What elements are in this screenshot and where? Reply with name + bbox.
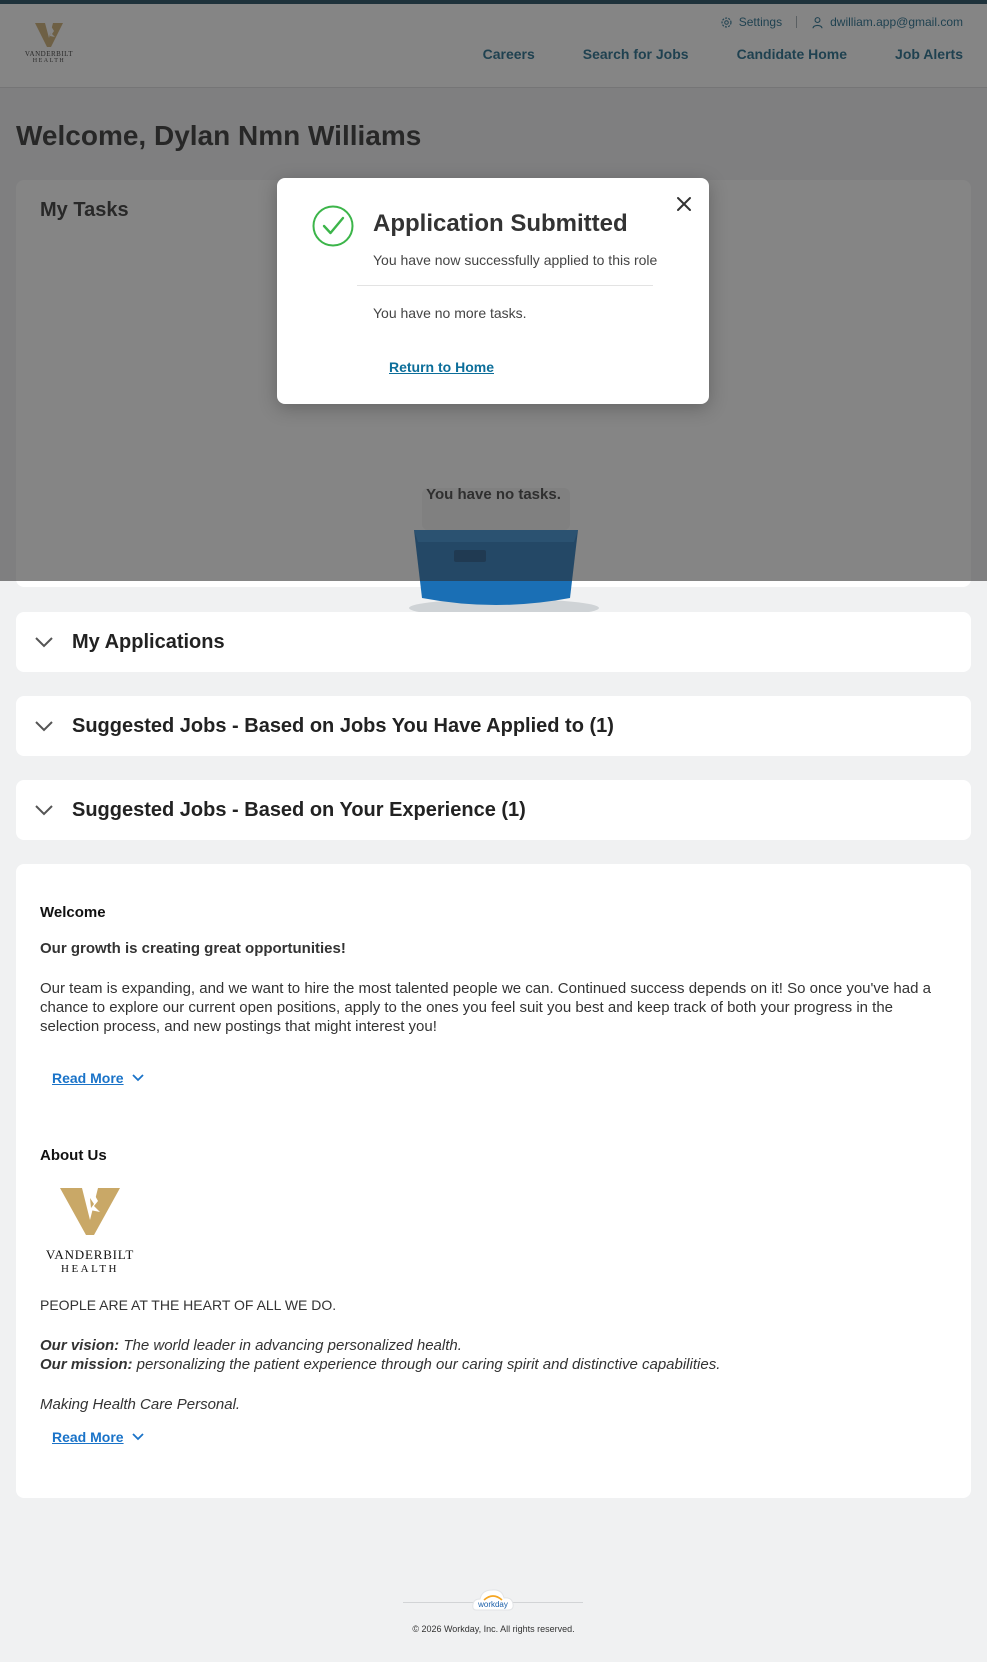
chevron-down-icon <box>34 804 54 816</box>
vision-line <box>40 1336 950 1355</box>
chevron-down-icon <box>132 1433 144 1441</box>
chevron-down-icon <box>34 636 54 648</box>
welcome-heading: Welcome <box>40 904 106 921</box>
mission-text: personalizing the patient experience through our caring spirit and distinctive capabilities. <box>132 1356 721 1373</box>
chevron-down-icon <box>34 720 54 732</box>
read-more-label: Read More <box>52 1429 124 1445</box>
vision-text: The world leader in advancing personalized health. <box>119 1337 462 1354</box>
read-more-label: Read More <box>52 1070 124 1086</box>
motto-text: Making Health Care Personal. <box>40 1396 241 1413</box>
accordion-suggested-jobs-applied[interactable] <box>16 696 971 756</box>
application-submitted-dialog <box>277 178 709 404</box>
about-heading: About Us <box>40 1147 107 1164</box>
workday-logo-text: workday <box>478 1600 508 1609</box>
vanderbilt-v-icon <box>60 1186 120 1236</box>
return-to-home-link[interactable]: Return to Home <box>389 359 494 375</box>
workday-logo[interactable] <box>470 1584 516 1614</box>
dialog-subtitle: You have now successfully applied to this role <box>373 252 658 268</box>
dialog-title: Application Submitted <box>373 210 628 237</box>
welcome-body: Our team is expanding, and we want to hire the most talented people we can. Continued success depends on it! So once you've had a chance to explore our current open positions, apply to the ones you feel suit you best and keep track of both your progress in the selection process, and new postings that might interest you! <box>40 980 931 1035</box>
accordion-suggested-jobs-experience[interactable] <box>16 780 971 840</box>
read-more-welcome-link[interactable] <box>52 1070 144 1086</box>
read-more-about-link[interactable] <box>52 1429 144 1445</box>
copyright-text: © 2026 Workday, Inc. All rights reserved. <box>412 1624 575 1634</box>
dialog-divider <box>357 285 653 286</box>
welcome-about-card <box>16 864 971 1498</box>
vision-label: Our vision: <box>40 1337 120 1354</box>
close-icon[interactable] <box>674 194 694 214</box>
mission-label: Our mission: <box>40 1356 133 1373</box>
check-circle-icon <box>312 205 354 247</box>
accordion-title: Suggested Jobs - Based on Jobs You Have Applied to (1) <box>72 714 614 737</box>
accordion-title: Suggested Jobs - Based on Your Experience (1) <box>72 798 526 821</box>
chevron-down-icon <box>132 1074 144 1082</box>
welcome-subheading: Our growth is creating great opportunities! <box>40 940 346 957</box>
accordion-title: My Applications <box>72 630 225 653</box>
about-logo-line-1: VANDERBILT <box>45 1247 135 1262</box>
dialog-tasks-text: You have no more tasks. <box>373 305 527 321</box>
mission-line <box>40 1355 950 1374</box>
vanderbilt-health-logo <box>40 1186 140 1275</box>
accordion-my-applications[interactable] <box>16 612 971 672</box>
about-tagline: PEOPLE ARE AT THE HEART OF ALL WE DO. <box>40 1297 337 1313</box>
about-logo-line-2: HEALTH <box>61 1263 119 1275</box>
